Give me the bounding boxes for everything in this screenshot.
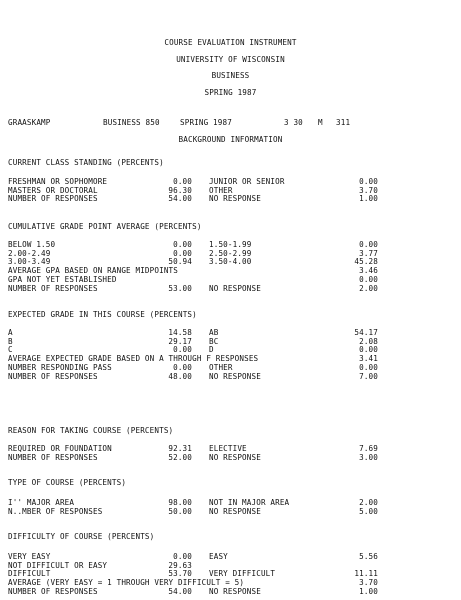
row-label: NUMBER OF RESPONSES xyxy=(8,586,98,596)
meeting-day: M xyxy=(318,118,323,127)
row-label-secondary: NO RESPONSE xyxy=(209,194,261,204)
row-value-secondary: 54.17 xyxy=(354,328,378,337)
course-number: BUSINESS 850 xyxy=(103,118,160,127)
instructor-name: GRAASKAMP xyxy=(8,118,51,127)
row-value-secondary: 1.00 xyxy=(359,586,378,596)
row-value-secondary: 5.00 xyxy=(359,506,378,516)
row-label: AVERAGE (VERY EASY = 1 THROUGH VERY DIFFICULT = 5) xyxy=(8,578,245,588)
row-value-secondary: 2.08 xyxy=(359,336,378,346)
row-label-secondary: ELECTIVE xyxy=(209,444,247,453)
section-title: CURRENT CLASS STANDING (PERCENTS) xyxy=(8,158,164,167)
row-label: GPA NOT YET ESTABLISHED xyxy=(8,274,117,284)
row-value-secondary: 3.46 xyxy=(359,266,378,276)
section-title: TYPE OF COURSE (PERCENTS) xyxy=(8,478,127,487)
row-value-secondary: 0.00 xyxy=(359,177,378,186)
row-value: 98.00 xyxy=(168,498,192,507)
row-value: 0.00 xyxy=(173,177,192,186)
row-label-secondary: 1.50-1.99 xyxy=(209,240,252,249)
row-value-secondary: 3.70 xyxy=(359,578,378,588)
row-label-secondary: NO RESPONSE xyxy=(209,371,261,381)
row-label-secondary: JUNIOR OR SENIOR xyxy=(209,177,285,186)
university-name: UNIVERSITY OF WISCONSIN xyxy=(176,55,285,64)
row-label: NOT DIFFICULT OR EASY xyxy=(8,560,108,570)
section-subtitle: BACKGROUND INFORMATION xyxy=(178,135,283,144)
row-value-secondary: 1.00 xyxy=(359,194,378,204)
row-label: B xyxy=(8,336,13,346)
row-label: A xyxy=(8,328,13,337)
row-value: 0.00 xyxy=(173,240,192,249)
room-number: 311 xyxy=(336,118,351,127)
row-label-secondary: AB xyxy=(209,328,219,337)
row-value-secondary: 0.00 xyxy=(359,362,378,372)
row-label-secondary: NOT IN MAJOR AREA xyxy=(209,498,290,507)
row-value: 53.70 xyxy=(168,569,192,579)
row-value: 50.94 xyxy=(168,257,192,267)
row-value: 14.58 xyxy=(168,328,192,337)
row-value-secondary: 7.69 xyxy=(359,444,378,453)
row-value: 29.17 xyxy=(168,336,192,346)
row-label: NUMBER RESPONDING PASS xyxy=(8,362,112,372)
row-value-secondary: 3.70 xyxy=(359,185,378,195)
row-label-secondary: 3.50-4.00 xyxy=(209,257,252,267)
row-value: 0.00 xyxy=(173,345,192,355)
row-value: 52.00 xyxy=(168,452,192,462)
row-value-secondary: 0.00 xyxy=(359,274,378,284)
row-label: 3.00-3.49 xyxy=(8,257,51,267)
row-value: 54.00 xyxy=(168,586,192,596)
row-value-secondary: 0.00 xyxy=(359,345,378,355)
row-label: NUMBER OF RESPONSES xyxy=(8,194,98,204)
row-value-secondary: 7.00 xyxy=(359,371,378,381)
row-label-secondary: EASY xyxy=(209,552,228,561)
row-value-secondary: 3.00 xyxy=(359,452,378,462)
course-term: SPRING 1987 xyxy=(180,118,232,127)
row-value: 50.00 xyxy=(168,506,192,516)
row-value-secondary: 0.00 xyxy=(359,240,378,249)
section-title: DIFFICULTY OF COURSE (PERCENTS) xyxy=(8,532,155,541)
row-value: 53.00 xyxy=(168,283,192,293)
row-label: NUMBER OF RESPONSES xyxy=(8,371,98,381)
meeting-time: 3 30 xyxy=(284,118,303,127)
row-value: 29.63 xyxy=(168,560,192,570)
row-label-secondary: NO RESPONSE xyxy=(209,586,261,596)
row-label-secondary: NO RESPONSE xyxy=(209,283,261,293)
row-label-secondary: NO RESPONSE xyxy=(209,506,261,516)
row-value-secondary: 45.28 xyxy=(354,257,378,267)
row-label: DIFFICULT xyxy=(8,569,51,579)
row-label: AVERAGE GPA BASED ON RANGE MIDPOINTS xyxy=(8,266,178,276)
section-title: EXPECTED GRADE IN THIS COURSE (PERCENTS) xyxy=(8,310,197,319)
row-label-secondary: OTHER xyxy=(209,185,233,195)
row-value-secondary: 2.00 xyxy=(359,283,378,293)
row-label: I'' MAJOR AREA xyxy=(8,498,75,507)
row-label: FRESHMAN OR SOPHOMORE xyxy=(8,177,108,186)
row-value: 92.31 xyxy=(168,444,192,453)
row-label: MASTERS OR DOCTORAL xyxy=(8,185,98,195)
report-title: COURSE EVALUATION INSTRUMENT xyxy=(164,38,297,47)
row-label-secondary: 2.50-2.99 xyxy=(209,248,252,258)
row-value: 96.30 xyxy=(168,185,192,195)
department-name: BUSINESS xyxy=(211,71,250,80)
row-value-secondary: 5.56 xyxy=(359,552,378,561)
row-value-secondary: 3.77 xyxy=(359,248,378,258)
row-value: 54.00 xyxy=(168,194,192,204)
row-label: REQUIRED OR FOUNDATION xyxy=(8,444,112,453)
row-label-secondary: NO RESPONSE xyxy=(209,452,261,462)
row-label-secondary: BC xyxy=(209,336,219,346)
row-label: N..MBER OF RESPONSES xyxy=(8,506,103,516)
row-value: 0.00 xyxy=(173,248,192,258)
row-label: NUMBER OF RESPONSES xyxy=(8,452,98,462)
row-value: 0.00 xyxy=(173,362,192,372)
row-label-secondary: D xyxy=(209,345,214,355)
row-value: 48.00 xyxy=(168,371,192,381)
row-label-secondary: OTHER xyxy=(209,362,233,372)
term-heading: SPRING 1987 xyxy=(204,88,257,97)
row-value-secondary: 3.41 xyxy=(359,354,378,364)
row-label: NUMBER OF RESPONSES xyxy=(8,283,98,293)
section-title: REASON FOR TAKING COURSE (PERCENTS) xyxy=(8,426,174,435)
row-value-secondary: 11.11 xyxy=(354,569,378,579)
row-value-secondary: 2.00 xyxy=(359,498,378,507)
row-label: AVERAGE EXPECTED GRADE BASED ON A THROUGH F RESPONSES xyxy=(8,354,259,364)
row-value: 0.00 xyxy=(173,552,192,561)
row-label-secondary: VERY DIFFICULT xyxy=(209,569,276,579)
section-title: CUMULATIVE GRADE POINT AVERAGE (PERCENTS) xyxy=(8,222,202,231)
row-label: C xyxy=(8,345,13,355)
row-label: 2.00-2.49 xyxy=(8,248,51,258)
row-label: VERY EASY xyxy=(8,552,51,561)
row-label: BELOW 1.50 xyxy=(8,240,56,249)
